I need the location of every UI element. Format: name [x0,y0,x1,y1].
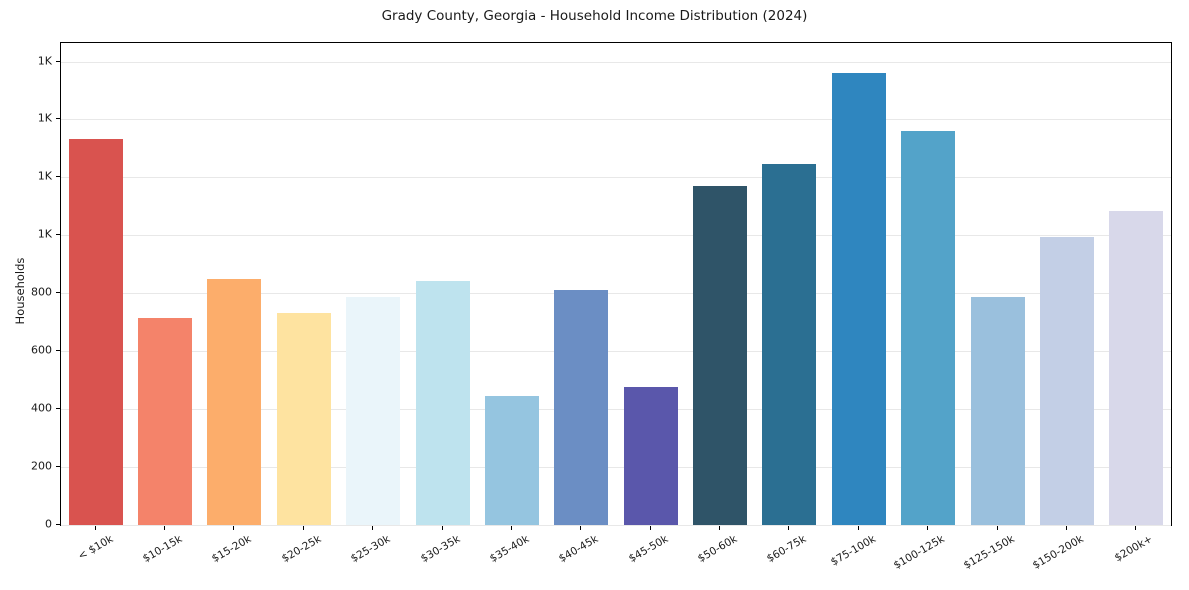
bar [346,297,400,525]
plot-area [60,42,1172,526]
x-tick-mark [303,526,304,530]
y-tick-label: 1K [37,169,52,183]
x-tick-label: $35-40k [487,533,532,566]
chart-title: Grady County, Georgia - Household Income Distribution (2024) [381,8,808,24]
x-tick-label: $40-45k [557,533,601,566]
bar [832,73,886,525]
bar [624,387,678,525]
bar [416,281,470,525]
y-tick-label: 1K [37,227,52,241]
x-tick-label: $20-25k [279,533,324,566]
y-axis [0,42,60,531]
bar [277,313,331,525]
y-tick-label: 400 [31,401,52,415]
x-tick-mark [580,526,581,530]
x-tick-label: $100-125k [891,533,947,572]
bar-series [61,43,1171,525]
x-tick-label: $10-15k [140,533,185,566]
x-tick-mark [1066,526,1067,530]
bar [693,186,747,525]
x-axis [60,526,1172,590]
bar [1040,237,1094,525]
bar [762,164,816,525]
y-tick-label: 200 [31,459,52,473]
x-tick-label: $50-60k [695,533,740,566]
x-tick-label: $75-100k [828,533,878,569]
x-tick-mark [164,526,165,530]
x-tick-label: $200k+ [1112,533,1155,565]
bar [971,297,1025,525]
x-tick-label: $125-150k [961,533,1017,572]
x-tick-mark [95,526,96,530]
x-tick-mark [788,526,789,530]
x-tick-label: $30-35k [418,533,462,566]
x-tick-mark [1135,526,1136,530]
y-tick-label: 1K [37,111,52,125]
x-tick-label: < $10k [75,533,115,563]
y-tick-label: 0 [45,517,52,531]
bar [138,318,192,525]
bar [207,279,261,525]
x-tick-mark [927,526,928,530]
x-tick-mark [858,526,859,530]
x-tick-label: $15-20k [210,533,254,566]
bar [69,139,123,525]
bar [901,131,955,525]
x-tick-mark [372,526,373,530]
x-tick-mark [997,526,998,530]
y-tick-label: 800 [31,285,52,299]
bar [485,396,539,525]
x-tick-mark [233,526,234,530]
x-tick-label: $45-50k [626,533,670,566]
y-axis-label: Households [13,257,27,325]
x-tick-mark [511,526,512,530]
x-tick-mark [442,526,443,530]
x-tick-label: $25-30k [348,533,393,566]
x-tick-mark [719,526,720,530]
bar [554,290,608,525]
y-tick-label: 1K [37,54,52,68]
y-tick-label: 600 [31,343,52,357]
x-tick-label: $60-75k [765,533,809,566]
bar [1109,211,1163,525]
x-tick-label: $150-200k [1030,533,1086,572]
x-tick-mark [650,526,651,530]
